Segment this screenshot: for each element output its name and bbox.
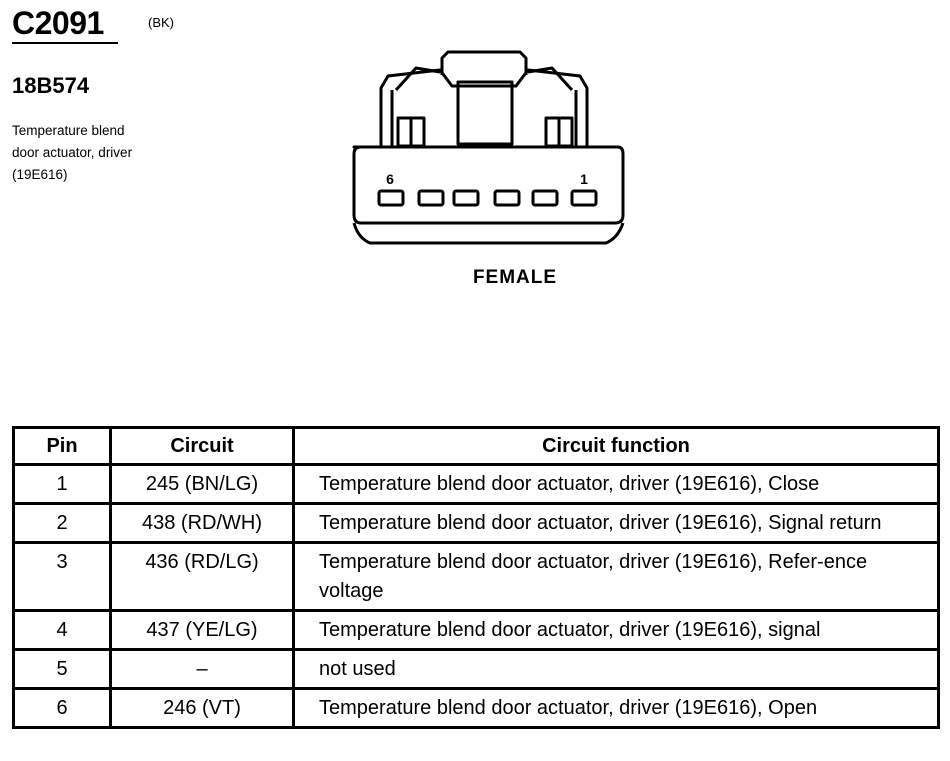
connector-lock-tab [442, 52, 526, 75]
cell-pin: 6 [14, 689, 111, 728]
connector-color-code: (BK) [148, 15, 174, 30]
cell-circuit-function: Temperature blend door actuator, driver (19E616), signal [294, 611, 939, 650]
connector-lower-flange [354, 223, 623, 243]
description-line: Temperature blend [12, 123, 125, 138]
cell-circuit: – [111, 650, 294, 689]
pin-cavity [379, 191, 403, 205]
table-row [14, 650, 939, 689]
column-header-pin: Pin [14, 428, 111, 465]
table-row [14, 465, 939, 504]
table-row [14, 543, 939, 611]
cell-pin: 2 [14, 504, 111, 543]
pin-label-right: 1 [580, 171, 588, 187]
table-row [14, 689, 939, 728]
cell-circuit: 438 (RD/WH) [111, 504, 294, 543]
description-line: (19E616) [12, 167, 68, 182]
cell-circuit: 246 (VT) [111, 689, 294, 728]
cell-pin: 3 [14, 543, 111, 611]
cell-circuit-function: Temperature blend door actuator, driver (19E616), Refer-ence voltage [294, 543, 939, 611]
cell-pin: 4 [14, 611, 111, 650]
cell-pin: 5 [14, 650, 111, 689]
description-line: door actuator, driver [12, 145, 133, 160]
connector-latch-window [458, 82, 512, 144]
cell-circuit-function: not used [294, 650, 939, 689]
connector-face-diagram [340, 48, 640, 258]
table-row [14, 504, 939, 543]
part-number: 18B574 [12, 73, 90, 98]
connector-gender-label: FEMALE [472, 267, 558, 288]
pin-cavity [572, 191, 596, 205]
pinout-table [12, 426, 940, 729]
cell-circuit-function: Temperature blend door actuator, driver (19E616), Signal return [294, 504, 939, 543]
cell-circuit-function: Temperature blend door actuator, driver (19E616), Open [294, 689, 939, 728]
cell-circuit-function: Temperature blend door actuator, driver (19E616), Close [294, 465, 939, 504]
column-header-circuit-function: Circuit function [294, 428, 939, 465]
pin-cavity [495, 191, 519, 205]
table-header-row [14, 428, 939, 465]
connector-id-underline [12, 42, 118, 44]
connector-id: C2091 [12, 5, 104, 41]
table-row [14, 611, 939, 650]
pin-label-left: 6 [386, 171, 394, 187]
cell-circuit: 245 (BN/LG) [111, 465, 294, 504]
column-header-circuit: Circuit [111, 428, 294, 465]
pin-cavity [533, 191, 557, 205]
cell-circuit: 437 (YE/LG) [111, 611, 294, 650]
pin-cavity [419, 191, 443, 205]
cell-circuit: 436 (RD/LG) [111, 543, 294, 611]
component-description [12, 120, 202, 186]
pin-cavity [454, 191, 478, 205]
cell-pin: 1 [14, 465, 111, 504]
